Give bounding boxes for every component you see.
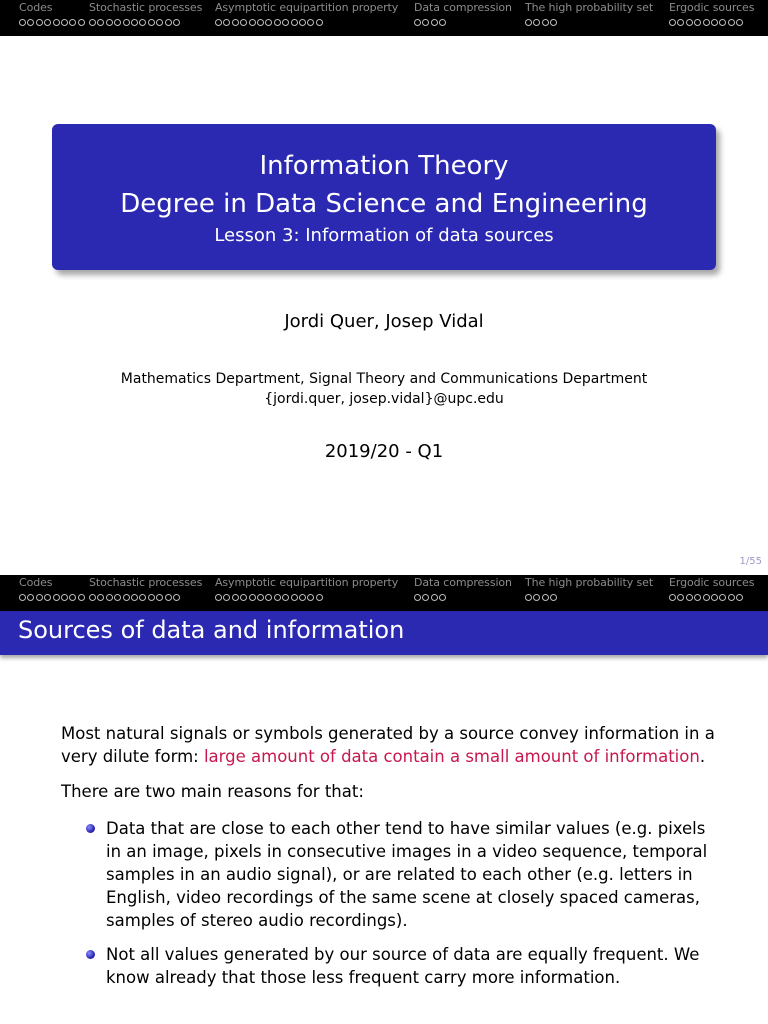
nav-frame-dot-icon[interactable] — [139, 19, 146, 26]
nav-frame-dot-icon[interactable] — [27, 19, 34, 26]
nav-frame-dot-icon[interactable] — [240, 19, 247, 26]
nav-frame-dot-icon[interactable] — [719, 594, 726, 601]
nav-frame-dot-icon[interactable] — [89, 594, 96, 601]
nav-frame-dot-icon[interactable] — [148, 19, 155, 26]
frame-title-bar — [0, 611, 768, 655]
nav-frame-dot-icon[interactable] — [533, 594, 540, 601]
nav-frame-dot-icon[interactable] — [173, 19, 180, 26]
nav-frame-dot-icon[interactable] — [316, 594, 323, 601]
authors: Jordi Quer, Josep Vidal — [284, 311, 484, 332]
nav-frame-dot-icon[interactable] — [542, 19, 549, 26]
nav-frame-dot-icon[interactable] — [677, 19, 684, 26]
list-item-text: Data that are close to each other tend to have similar values (e.g. pixels in an image, pixels in consecutive images in a video sequence, temporal samples in an audio signal), or are related to each other (e.g. letters in English, video recordings of the same scene at closely spaced cameras, samples of stereo audio recordings). — [106, 819, 708, 930]
nav-frame-dot-icon[interactable] — [232, 594, 239, 601]
nav-section-label: The high probability set — [525, 1, 654, 14]
intro-paragraph — [61, 722, 721, 768]
nav-frame-dot-icon[interactable] — [131, 594, 138, 601]
nav-frame-dot-icon[interactable] — [525, 19, 532, 26]
nav-frame-dot-icon[interactable] — [533, 19, 540, 26]
nav-frame-dot-icon[interactable] — [431, 19, 438, 26]
nav-frame-dot-icon[interactable] — [36, 19, 43, 26]
nav-frame-dot-icon[interactable] — [249, 19, 256, 26]
nav-frame-dot-icon[interactable] — [156, 19, 163, 26]
list-item — [61, 943, 721, 989]
nav-frame-dot-icon[interactable] — [728, 19, 735, 26]
nav-frame-dot-icon[interactable] — [694, 594, 701, 601]
nav-frame-dot-icon[interactable] — [291, 19, 298, 26]
nav-frame-dot-icon[interactable] — [274, 19, 281, 26]
nav-frame-dot-icon[interactable] — [669, 594, 676, 601]
nav-frame-dot-icon[interactable] — [106, 594, 113, 601]
nav-frame-dot-icon[interactable] — [422, 594, 429, 601]
nav-frame-dot-icon[interactable] — [232, 19, 239, 26]
nav-frame-dot-icon[interactable] — [677, 594, 684, 601]
nav-frame-dot-icon[interactable] — [44, 19, 51, 26]
section-navbar — [0, 575, 768, 611]
nav-section-label: Codes — [19, 576, 53, 589]
nav-frame-dot-icon[interactable] — [711, 594, 718, 601]
nav-frame-dot-icon[interactable] — [299, 594, 306, 601]
title-box — [52, 124, 716, 270]
presentation-subtitle: Lesson 3: Information of data sources — [214, 225, 554, 246]
nav-frame-dot-icon[interactable] — [439, 594, 446, 601]
nav-frame-dot-icon[interactable] — [148, 594, 155, 601]
reasons-intro: There are two main reasons for that: — [61, 782, 364, 801]
institute-emails: {jordi.quer, josep.vidal}@upc.edu — [264, 391, 504, 407]
nav-frame-dot-icon[interactable] — [736, 19, 743, 26]
nav-frame-dot-icon[interactable] — [265, 19, 272, 26]
nav-frame-dot-icon[interactable] — [78, 19, 85, 26]
nav-frame-dot-icon[interactable] — [307, 594, 314, 601]
nav-frame-dot-icon[interactable] — [299, 19, 306, 26]
nav-frame-dot-icon[interactable] — [123, 19, 130, 26]
nav-section-label: Stochastic processes — [89, 1, 203, 14]
nav-frame-dot-icon[interactable] — [282, 19, 289, 26]
nav-section-dots — [525, 591, 559, 602]
nav-frame-dot-icon[interactable] — [123, 594, 130, 601]
intro-text: Most natural signals or symbols generated by a source convey information in a very dilute form: — [61, 724, 715, 766]
reasons-list — [61, 817, 721, 1000]
nav-section-label: Stochastic processes — [89, 576, 203, 589]
nav-section-dots — [215, 591, 324, 602]
title-line-2: Degree in Data Science and Engineering — [120, 189, 648, 219]
nav-frame-dot-icon[interactable] — [422, 19, 429, 26]
nav-frame-dot-icon[interactable] — [19, 19, 26, 26]
bullet-ball-icon — [86, 824, 95, 833]
nav-frame-dot-icon[interactable] — [249, 594, 256, 601]
nav-frame-dot-icon[interactable] — [53, 19, 60, 26]
nav-frame-dot-icon[interactable] — [291, 594, 298, 601]
nav-frame-dot-icon[interactable] — [36, 594, 43, 601]
nav-frame-dot-icon[interactable] — [61, 594, 68, 601]
nav-section-dots — [669, 16, 745, 27]
nav-frame-dot-icon[interactable] — [686, 594, 693, 601]
list-item — [61, 817, 721, 932]
nav-frame-dot-icon[interactable] — [131, 19, 138, 26]
bullet-ball-icon — [86, 950, 95, 959]
content-slide — [0, 575, 768, 1024]
nav-frame-dot-icon[interactable] — [703, 19, 710, 26]
nav-frame-dot-icon[interactable] — [431, 594, 438, 601]
institute — [0, 369, 768, 409]
nav-frame-dot-icon[interactable] — [736, 594, 743, 601]
nav-frame-dot-icon[interactable] — [114, 594, 121, 601]
page-number: 1/55 — [739, 556, 762, 567]
institute-departments: Mathematics Department, Signal Theory and Communications Department — [120, 371, 648, 387]
nav-frame-dot-icon[interactable] — [215, 19, 222, 26]
nav-frame-dot-icon[interactable] — [686, 19, 693, 26]
nav-section-label: Data compression — [414, 576, 512, 589]
nav-frame-dot-icon[interactable] — [414, 19, 421, 26]
nav-frame-dot-icon[interactable] — [316, 19, 323, 26]
nav-frame-dot-icon[interactable] — [694, 19, 701, 26]
nav-section-label: Asymptotic equipartition property — [215, 576, 399, 589]
title-line-1: Information Theory — [259, 151, 509, 181]
section-navbar — [0, 0, 768, 36]
nav-frame-dot-icon[interactable] — [97, 594, 104, 601]
nav-frame-dot-icon[interactable] — [265, 594, 272, 601]
nav-frame-dot-icon[interactable] — [106, 19, 113, 26]
nav-frame-dot-icon[interactable] — [139, 594, 146, 601]
nav-frame-dot-icon[interactable] — [669, 19, 676, 26]
nav-frame-dot-icon[interactable] — [282, 594, 289, 601]
nav-frame-dot-icon[interactable] — [165, 19, 172, 26]
nav-section-label: Codes — [19, 1, 53, 14]
nav-frame-dot-icon[interactable] — [414, 594, 421, 601]
nav-section-dots — [215, 16, 324, 27]
nav-frame-dot-icon[interactable] — [53, 594, 60, 601]
nav-section-dots — [525, 16, 559, 27]
nav-section-dots — [19, 16, 86, 27]
nav-frame-dot-icon[interactable] — [69, 594, 76, 601]
alert-text: large amount of data contain a small amount of information — [203, 747, 700, 766]
nav-frame-dot-icon[interactable] — [89, 19, 96, 26]
list-item-text: Not all values generated by our source of data are equally frequent. We know already that those less frequent carry more information. — [106, 945, 700, 987]
nav-frame-dot-icon[interactable] — [61, 19, 68, 26]
nav-frame-dot-icon[interactable] — [257, 594, 264, 601]
nav-frame-dot-icon[interactable] — [240, 594, 247, 601]
nav-section-dots — [19, 591, 86, 602]
nav-frame-dot-icon[interactable] — [550, 19, 557, 26]
nav-frame-dot-icon[interactable] — [156, 594, 163, 601]
nav-frame-dot-icon[interactable] — [550, 594, 557, 601]
nav-frame-dot-icon[interactable] — [114, 19, 121, 26]
nav-frame-dot-icon[interactable] — [69, 19, 76, 26]
frame-title: Sources of data and information — [18, 616, 405, 644]
nav-frame-dot-icon[interactable] — [44, 594, 51, 601]
nav-frame-dot-icon[interactable] — [439, 19, 446, 26]
nav-frame-dot-icon[interactable] — [223, 19, 230, 26]
nav-section-label: The high probability set — [525, 576, 654, 589]
nav-frame-dot-icon[interactable] — [525, 594, 532, 601]
nav-frame-dot-icon[interactable] — [719, 19, 726, 26]
nav-frame-dot-icon[interactable] — [223, 594, 230, 601]
nav-section-dots — [89, 16, 181, 27]
nav-section-dots — [669, 591, 745, 602]
nav-frame-dot-icon[interactable] — [703, 594, 710, 601]
nav-frame-dot-icon[interactable] — [274, 594, 281, 601]
nav-section-dots — [89, 591, 181, 602]
date: 2019/20 - Q1 — [324, 441, 444, 462]
nav-section-dots — [414, 16, 448, 27]
nav-frame-dot-icon[interactable] — [215, 594, 222, 601]
nav-section-label: Asymptotic equipartition property — [215, 1, 399, 14]
nav-section-label: Data compression — [414, 1, 512, 14]
nav-section-label: Ergodic sources — [669, 1, 755, 14]
nav-frame-dot-icon[interactable] — [27, 594, 34, 601]
nav-section-dots — [414, 591, 448, 602]
nav-frame-dot-icon[interactable] — [78, 594, 85, 601]
nav-section-label: Ergodic sources — [669, 576, 755, 589]
nav-frame-dot-icon[interactable] — [542, 594, 549, 601]
presentation-title — [52, 147, 716, 223]
nav-frame-dot-icon[interactable] — [97, 19, 104, 26]
nav-frame-dot-icon[interactable] — [307, 19, 314, 26]
nav-frame-dot-icon[interactable] — [173, 594, 180, 601]
nav-frame-dot-icon[interactable] — [165, 594, 172, 601]
nav-frame-dot-icon[interactable] — [19, 594, 26, 601]
nav-frame-dot-icon[interactable] — [728, 594, 735, 601]
nav-frame-dot-icon[interactable] — [257, 19, 264, 26]
nav-frame-dot-icon[interactable] — [711, 19, 718, 26]
intro-end: . — [699, 747, 706, 766]
